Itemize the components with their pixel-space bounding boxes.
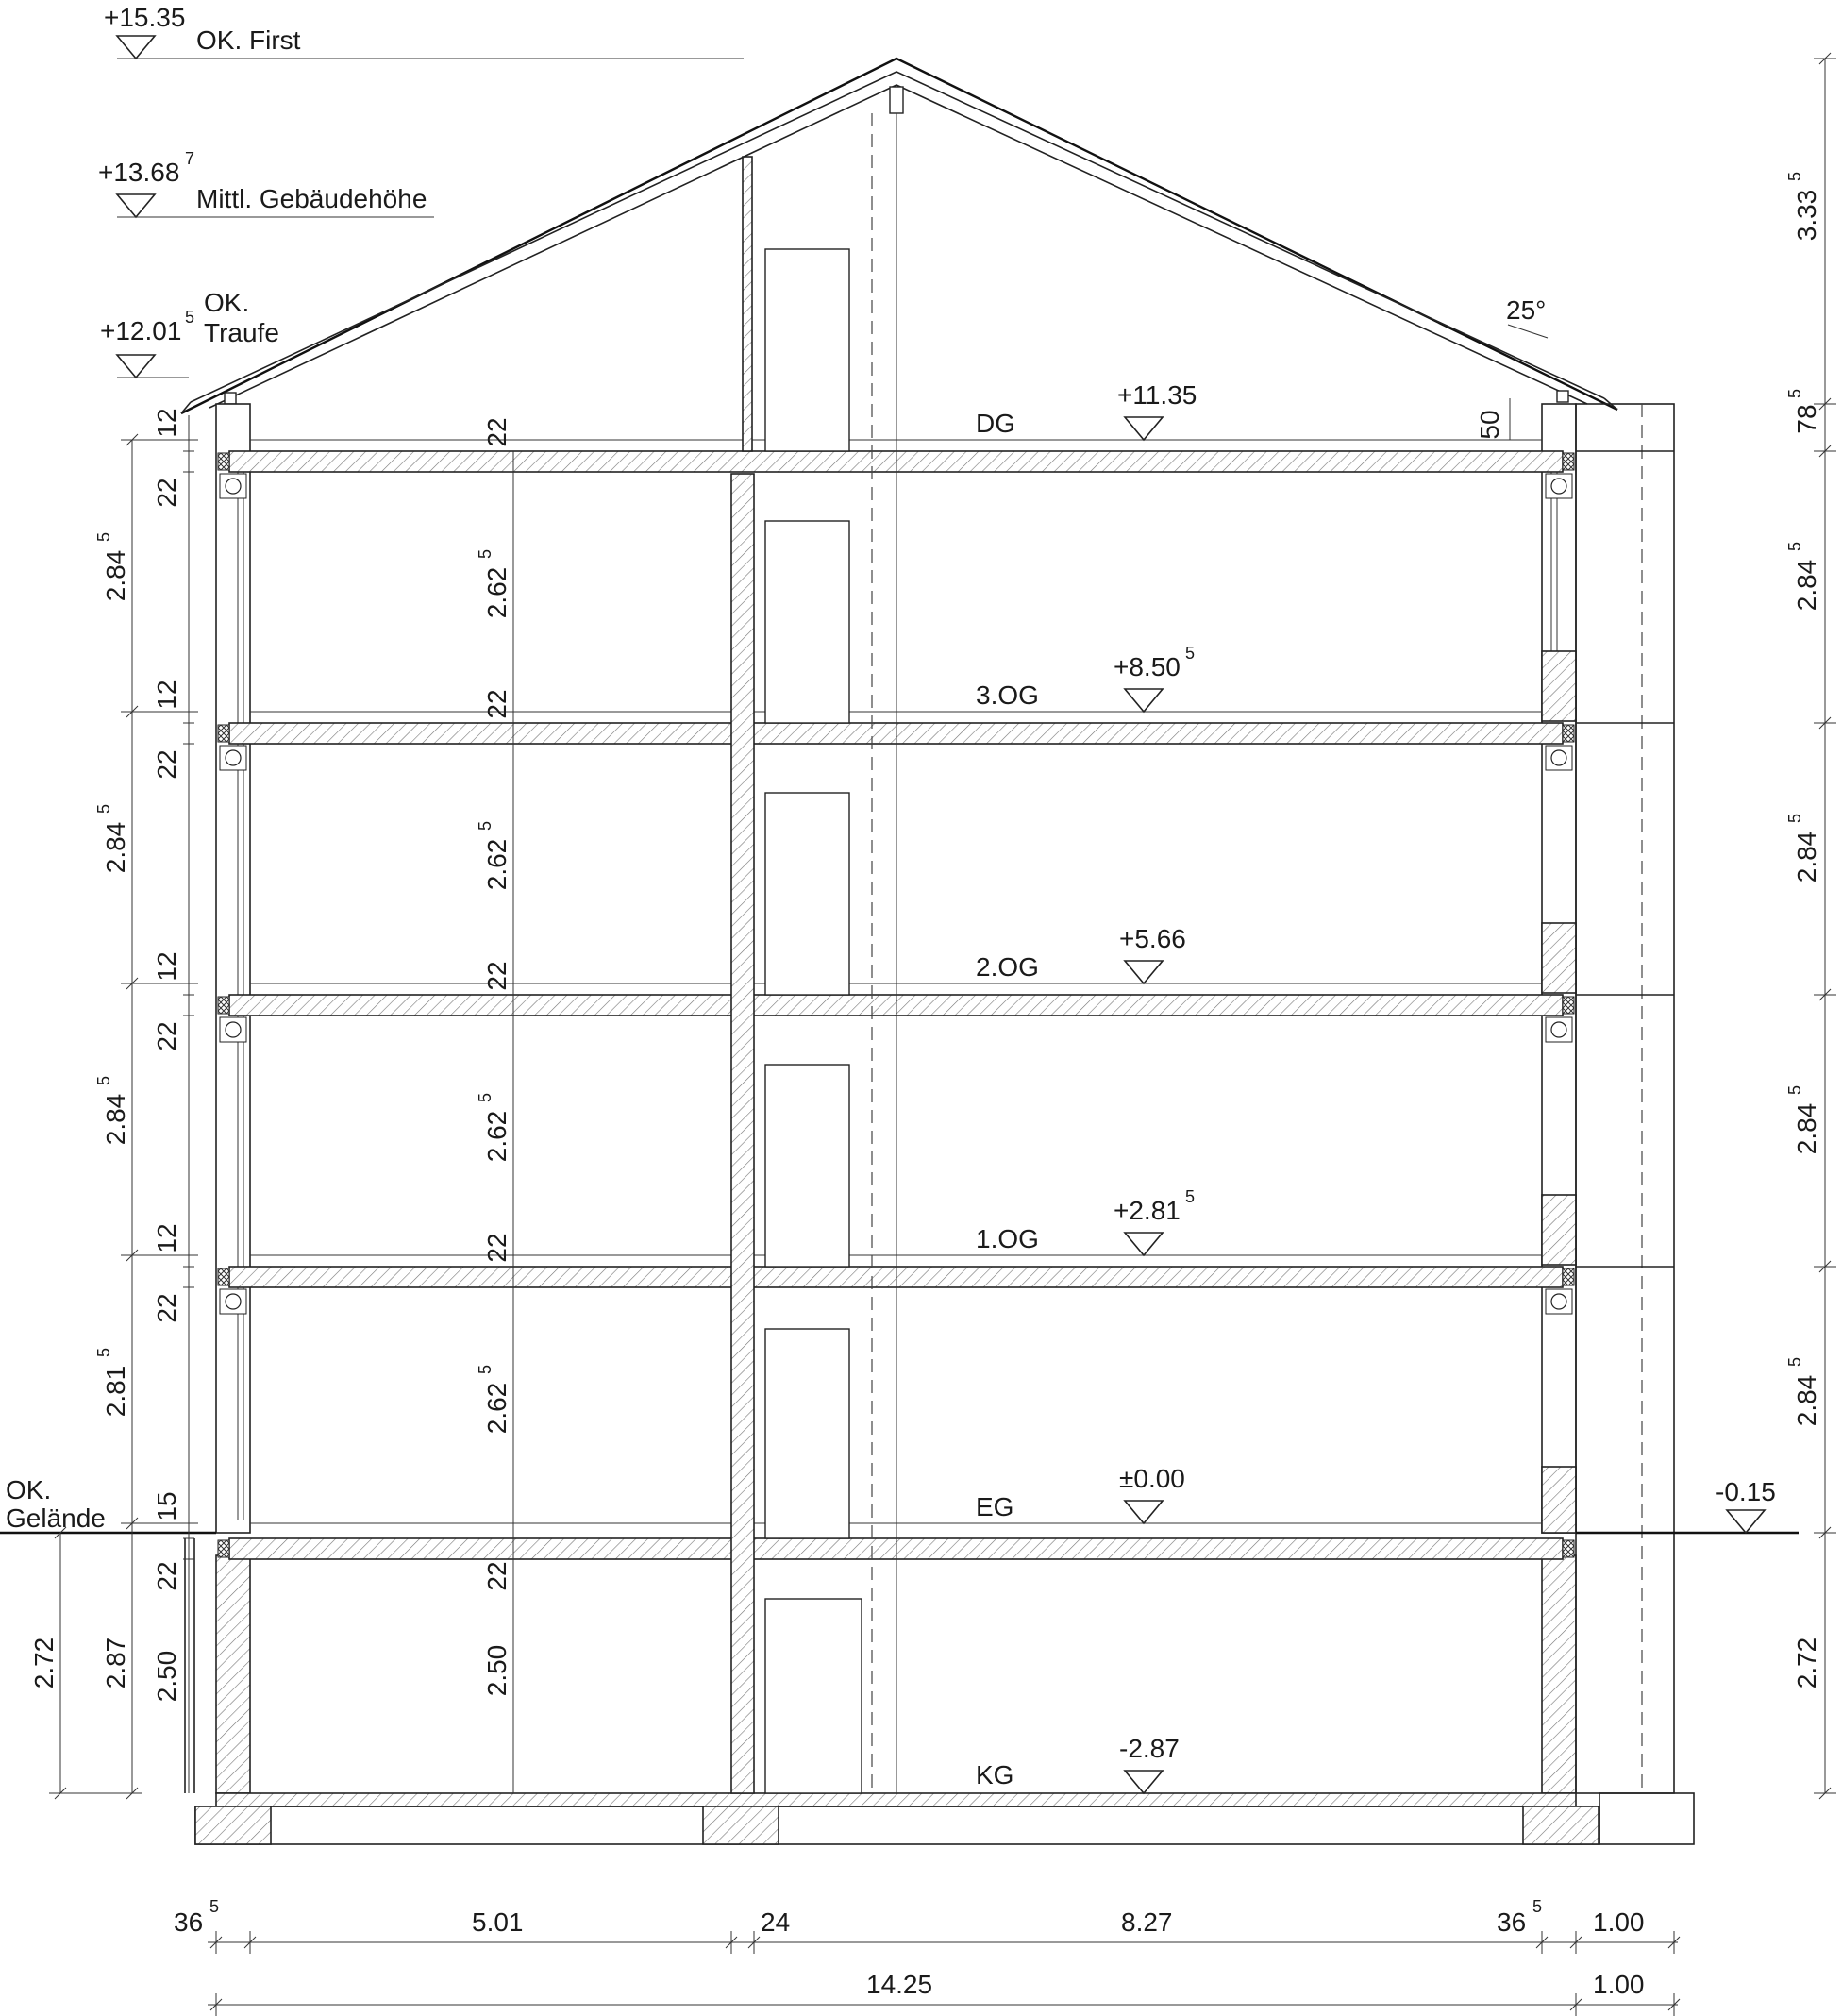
dim-left-1-sup: 5: [94, 531, 113, 542]
basement-wall-left: [216, 1555, 250, 1793]
dim-bottom-c: 24: [761, 1907, 791, 1937]
dim-left-3: 2.84: [101, 1093, 130, 1146]
dim-bottom-a: 36: [174, 1907, 204, 1937]
elev-first-label: OK. First: [196, 25, 301, 55]
gelaende-left-label1: OK.: [6, 1475, 52, 1504]
elev-mittl-sup: 7: [185, 149, 195, 168]
dim-inner-clear-sup: 5: [476, 548, 494, 559]
dim-inner-slab: 22: [482, 1233, 511, 1263]
floor-name: 2.OG: [976, 952, 1039, 982]
dim-right-7: 2.72: [1792, 1637, 1821, 1689]
gelaende-left-label2: Gelände: [6, 1504, 106, 1533]
dim-inner-clear: 2.62: [482, 566, 511, 619]
floor-eg: [976, 1464, 1185, 1523]
dim-small-22: 22: [152, 749, 181, 780]
opening-1og: [765, 1065, 849, 1267]
roof: [181, 59, 1617, 413]
floor-level: +8.50: [1114, 652, 1181, 681]
floor-name: KG: [976, 1760, 1014, 1789]
elev-mittl-label: Mittl. Gebäudehöhe: [196, 184, 427, 213]
dim-bottom-total-right: 1.00: [1593, 1970, 1645, 1999]
floor-name: 1.OG: [976, 1224, 1039, 1253]
dim-small-250: 2.50: [152, 1650, 181, 1703]
dim-inner-clear-sup: 5: [476, 1092, 494, 1102]
dims-bottom: [174, 1897, 1680, 2016]
elev-traufe-label2: Traufe: [204, 318, 279, 347]
floor-level: +5.66: [1119, 924, 1186, 953]
floor-name: EG: [976, 1492, 1014, 1521]
dim-small-12: 12: [152, 1223, 181, 1253]
walls: [185, 404, 1674, 1793]
dims-right: [1785, 53, 1836, 1799]
opening-2og: [765, 793, 849, 995]
dim-left-4-sup: 5: [94, 1347, 113, 1357]
elev-traufe-sup: 5: [185, 308, 195, 327]
floor-name: 3.OG: [976, 680, 1039, 710]
dim-inner-kg: 2.50: [482, 1644, 511, 1697]
roof-angle: 25°: [1506, 295, 1547, 325]
dim-small-22: 22: [152, 1293, 181, 1323]
opening-eg: [765, 1329, 849, 1538]
dims-inner: [476, 398, 1510, 1793]
dim-inner-slab: 22: [482, 417, 511, 447]
ridge-purlin: [890, 87, 903, 113]
dim-small-15: 15: [152, 1491, 181, 1521]
dim-right-1-sup: 5: [1785, 171, 1804, 181]
eave-purlin-right: [1557, 391, 1568, 402]
opening-3og: [765, 521, 849, 723]
dim-right-1: 3.33: [1792, 189, 1821, 242]
dim-small-22: 22: [152, 1021, 181, 1051]
dim-left-3-sup: 5: [94, 1075, 113, 1085]
dim-right-6: 2.84: [1792, 1374, 1821, 1427]
dim-bottom-e: 36: [1497, 1907, 1527, 1937]
dim-right-2: 78: [1792, 404, 1821, 434]
dim-inner-clear-sup: 5: [476, 820, 494, 831]
dim-left-2-sup: 5: [94, 803, 113, 814]
elev-traufe-value: +12.01: [100, 316, 182, 345]
dim-inner-slab: 22: [482, 961, 511, 991]
dim-bottom-a-sup: 5: [209, 1897, 220, 1916]
dim-bottom-b: 5.01: [472, 1907, 524, 1937]
dims-left: [29, 408, 198, 1799]
floor-dg: [976, 380, 1197, 440]
dim-small-22: 22: [152, 478, 181, 508]
dim-inner-slab: 22: [482, 689, 511, 719]
floor-level-sup: 5: [1185, 1187, 1196, 1206]
dim-small-12: 12: [152, 408, 181, 438]
dim-right-5: 2.84: [1792, 1102, 1821, 1155]
floor-kg: [976, 1734, 1180, 1793]
dim-bottom-f: 1.00: [1593, 1907, 1645, 1937]
dim-bottom-d: 8.27: [1121, 1907, 1173, 1937]
dim-left-1: 2.84: [101, 549, 130, 602]
dim-small-12: 12: [152, 680, 181, 710]
dim-left-5: 2.87: [101, 1637, 130, 1689]
dim-right-6-sup: 5: [1785, 1356, 1804, 1367]
dim-inner-clear-sup: 5: [476, 1364, 494, 1374]
opening-dg: [765, 249, 849, 451]
floor-level-sup: 5: [1185, 644, 1196, 663]
floor-1og: [976, 1187, 1195, 1255]
dim-inner-clear: 2.62: [482, 838, 511, 891]
dim-right-3-sup: 5: [1785, 541, 1804, 551]
dim-left-6: 2.72: [29, 1637, 59, 1689]
floor-3og: [976, 644, 1195, 712]
dim-small-22: 22: [152, 1561, 181, 1591]
elevation-marks: [6, 3, 1776, 1533]
opening-kg: [765, 1599, 862, 1793]
dim-right-4: 2.84: [1792, 831, 1821, 883]
dim-inner-clear: 2.62: [482, 1110, 511, 1163]
dim-small-12: 12: [152, 951, 181, 982]
dim-knee-wall: 50: [1475, 410, 1504, 440]
dim-left-2: 2.84: [101, 821, 130, 874]
dim-right-4-sup: 5: [1785, 813, 1804, 823]
floor-level: -2.87: [1119, 1734, 1180, 1763]
eave-purlin-left: [225, 393, 236, 404]
slab-kg: [216, 1793, 1576, 1806]
elev-first-value: +15.35: [104, 3, 186, 32]
gelaende-right-value: -0.15: [1716, 1477, 1776, 1506]
floor-2og: [976, 924, 1186, 983]
dim-right-3: 2.84: [1792, 559, 1821, 612]
floor-labels: [976, 380, 1197, 1793]
dim-inner-clear: 2.62: [482, 1382, 511, 1435]
elev-traufe-label1: OK.: [204, 288, 250, 317]
dim-right-2-sup: 5: [1785, 388, 1804, 398]
dim-right-5-sup: 5: [1785, 1084, 1804, 1095]
floor-level: +11.35: [1117, 380, 1197, 410]
dim-inner-slab: 22: [482, 1561, 511, 1591]
floor-name: DG: [976, 409, 1015, 438]
dim-bottom-e-sup: 5: [1532, 1897, 1543, 1916]
floor-level: ±0.00: [1119, 1464, 1185, 1493]
elev-mittl-value: +13.68: [98, 158, 180, 187]
basement-wall-right: [1542, 1555, 1576, 1793]
floor-level: +2.81: [1114, 1196, 1181, 1225]
dim-left-4: 2.81: [101, 1365, 130, 1418]
dim-bottom-total: 14.25: [866, 1970, 933, 1999]
